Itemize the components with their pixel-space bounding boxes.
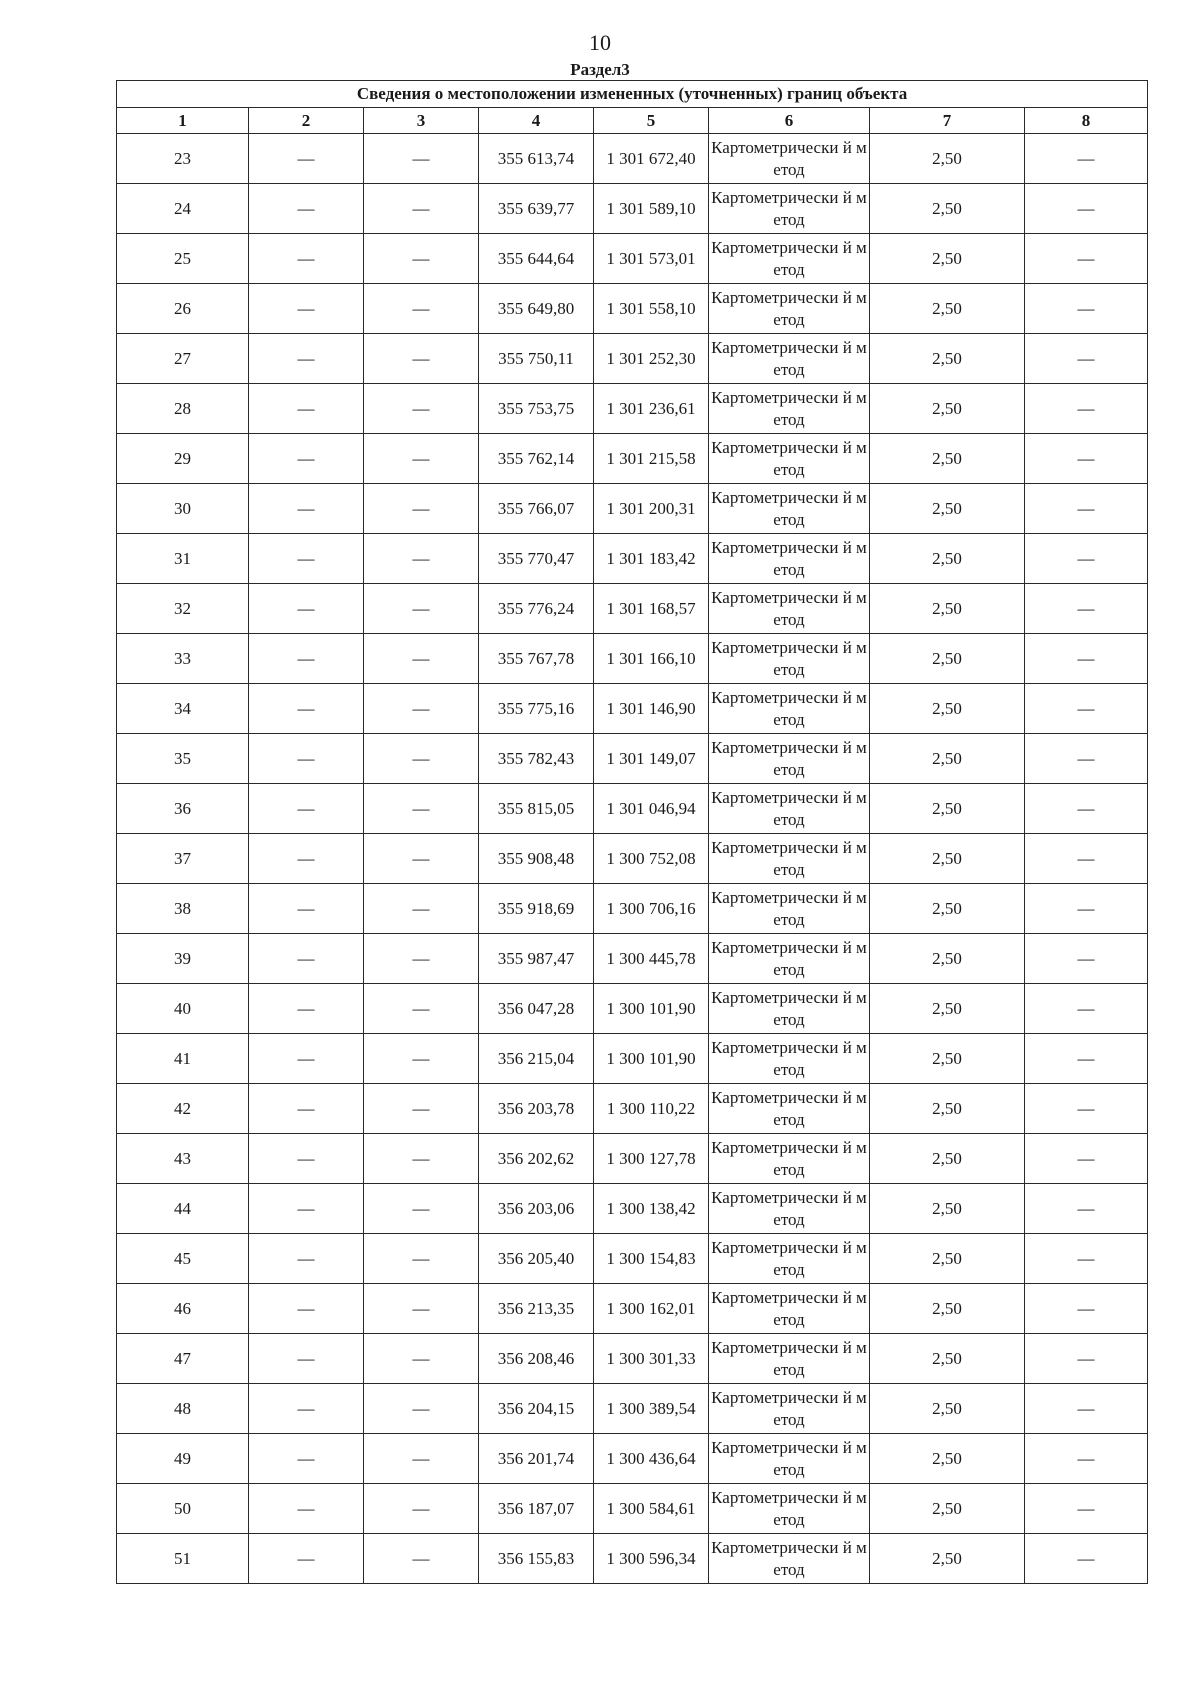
col-8-value-cell: —: [1025, 734, 1148, 784]
method-cell: Картометрически й метод: [709, 1434, 870, 1484]
method-cell: Картометрически й метод: [709, 284, 870, 334]
x-coordinate-cell: 356 202,62: [479, 1134, 594, 1184]
method-cell: Картометрически й метод: [709, 1234, 870, 1284]
precision-cell: 2,50: [870, 234, 1025, 284]
col-3-value-cell: —: [364, 1434, 479, 1484]
point-number-cell: 29: [117, 434, 249, 484]
point-number-cell: 43: [117, 1134, 249, 1184]
col-8-value-cell: —: [1025, 1184, 1148, 1234]
col-8-value-cell: —: [1025, 384, 1148, 434]
x-coordinate-cell: 356 201,74: [479, 1434, 594, 1484]
section-title: Раздел3: [570, 60, 630, 79]
col-3-value-cell: —: [364, 1284, 479, 1334]
table-row: [117, 434, 1148, 484]
col-3-value-cell: —: [364, 1234, 479, 1284]
col-2-value-cell: —: [249, 784, 364, 834]
x-coordinate-cell: 356 204,15: [479, 1384, 594, 1434]
precision-cell: 2,50: [870, 584, 1025, 634]
method-cell: Картометрически й метод: [709, 1484, 870, 1534]
x-coordinate-cell: 355 918,69: [479, 884, 594, 934]
table-row: [117, 1534, 1148, 1584]
method-cell: Картометрически й метод: [709, 984, 870, 1034]
table-row: [117, 1084, 1148, 1134]
point-number-cell: 47: [117, 1334, 249, 1384]
col-8-value-cell: —: [1025, 1434, 1148, 1484]
table-row: [117, 134, 1148, 184]
precision-cell: 2,50: [870, 384, 1025, 434]
point-number-cell: 36: [117, 784, 249, 834]
col-8-value-cell: —: [1025, 434, 1148, 484]
col-2-value-cell: —: [249, 134, 364, 184]
col-3-value-cell: —: [364, 934, 479, 984]
col-3-value-cell: —: [364, 484, 479, 534]
precision-cell: 2,50: [870, 684, 1025, 734]
table-row: [117, 934, 1148, 984]
method-cell: Картометрически й метод: [709, 384, 870, 434]
col-3-value-cell: —: [364, 234, 479, 284]
x-coordinate-cell: 356 205,40: [479, 1234, 594, 1284]
y-coordinate-cell: 1 301 168,57: [594, 584, 709, 634]
col-2-value-cell: —: [249, 1234, 364, 1284]
table-row: [117, 234, 1148, 284]
col-3-value-cell: —: [364, 1334, 479, 1384]
precision-cell: 2,50: [870, 1084, 1025, 1134]
col-2-value-cell: —: [249, 1034, 364, 1084]
col-2-value-cell: —: [249, 484, 364, 534]
point-number-cell: 24: [117, 184, 249, 234]
point-number-cell: 51: [117, 1534, 249, 1584]
x-coordinate-cell: 355 908,48: [479, 834, 594, 884]
col-3-value-cell: —: [364, 184, 479, 234]
y-coordinate-cell: 1 301 166,10: [594, 634, 709, 684]
x-coordinate-cell: 355 644,64: [479, 234, 594, 284]
col-8-value-cell: —: [1025, 584, 1148, 634]
col-8-value-cell: —: [1025, 534, 1148, 584]
col-3-value-cell: —: [364, 634, 479, 684]
precision-cell: 2,50: [870, 1184, 1025, 1234]
y-coordinate-cell: 1 301 573,01: [594, 234, 709, 284]
col-8-value-cell: —: [1025, 934, 1148, 984]
method-cell: Картометрически й метод: [709, 834, 870, 884]
table-row: [117, 1484, 1148, 1534]
col-3-value-cell: —: [364, 1384, 479, 1434]
col-3-value-cell: —: [364, 284, 479, 334]
point-number-cell: 38: [117, 884, 249, 934]
col-8-value-cell: —: [1025, 234, 1148, 284]
table-row: [117, 584, 1148, 634]
point-number-cell: 26: [117, 284, 249, 334]
column-header-3: 3: [364, 108, 479, 134]
col-8-value-cell: —: [1025, 834, 1148, 884]
method-cell: Картометрически й метод: [709, 1284, 870, 1334]
col-2-value-cell: —: [249, 1134, 364, 1184]
x-coordinate-cell: 355 815,05: [479, 784, 594, 834]
method-cell: Картометрически й метод: [709, 1384, 870, 1434]
col-2-value-cell: —: [249, 884, 364, 934]
page-number: 10: [589, 30, 611, 55]
y-coordinate-cell: 1 300 110,22: [594, 1084, 709, 1134]
y-coordinate-cell: 1 300 445,78: [594, 934, 709, 984]
method-cell: Картометрически й метод: [709, 684, 870, 734]
table-row: [117, 734, 1148, 784]
y-coordinate-cell: 1 300 706,16: [594, 884, 709, 934]
col-3-value-cell: —: [364, 384, 479, 434]
table-row: [117, 834, 1148, 884]
table-row: [117, 1434, 1148, 1484]
col-8-value-cell: —: [1025, 184, 1148, 234]
point-number-cell: 31: [117, 534, 249, 584]
y-coordinate-cell: 1 300 301,33: [594, 1334, 709, 1384]
point-number-cell: 27: [117, 334, 249, 384]
col-2-value-cell: —: [249, 584, 364, 634]
method-cell: Картометрически й метод: [709, 1534, 870, 1584]
col-3-value-cell: —: [364, 1184, 479, 1234]
point-number-cell: 25: [117, 234, 249, 284]
col-3-value-cell: —: [364, 334, 479, 384]
precision-cell: 2,50: [870, 734, 1025, 784]
col-2-value-cell: —: [249, 1184, 364, 1234]
col-8-value-cell: —: [1025, 1134, 1148, 1184]
point-number-cell: 37: [117, 834, 249, 884]
x-coordinate-cell: 356 215,04: [479, 1034, 594, 1084]
col-3-value-cell: —: [364, 1084, 479, 1134]
col-8-value-cell: —: [1025, 1234, 1148, 1284]
y-coordinate-cell: 1 301 252,30: [594, 334, 709, 384]
table-row: [117, 1384, 1148, 1434]
x-coordinate-cell: 356 203,78: [479, 1084, 594, 1134]
y-coordinate-cell: 1 300 389,54: [594, 1384, 709, 1434]
column-header-7: 7: [870, 108, 1025, 134]
point-number-cell: 44: [117, 1184, 249, 1234]
table-row: [117, 284, 1148, 334]
point-number-cell: 50: [117, 1484, 249, 1534]
x-coordinate-cell: 355 770,47: [479, 534, 594, 584]
y-coordinate-cell: 1 301 236,61: [594, 384, 709, 434]
method-cell: Картометрически й метод: [709, 484, 870, 534]
precision-cell: 2,50: [870, 1034, 1025, 1084]
method-cell: Картометрически й метод: [709, 184, 870, 234]
precision-cell: 2,50: [870, 834, 1025, 884]
col-2-value-cell: —: [249, 1434, 364, 1484]
method-cell: Картометрически й метод: [709, 934, 870, 984]
column-header-6: 6: [709, 108, 870, 134]
x-coordinate-cell: 356 187,07: [479, 1484, 594, 1534]
table-body: [117, 134, 1148, 1584]
col-8-value-cell: —: [1025, 1284, 1148, 1334]
col-3-value-cell: —: [364, 134, 479, 184]
col-8-value-cell: —: [1025, 1334, 1148, 1384]
column-header-5: 5: [594, 108, 709, 134]
precision-cell: 2,50: [870, 634, 1025, 684]
y-coordinate-cell: 1 301 215,58: [594, 434, 709, 484]
x-coordinate-cell: 355 753,75: [479, 384, 594, 434]
col-8-value-cell: —: [1025, 1084, 1148, 1134]
y-coordinate-cell: 1 300 101,90: [594, 984, 709, 1034]
col-2-value-cell: —: [249, 934, 364, 984]
column-header-2: 2: [249, 108, 364, 134]
col-8-value-cell: —: [1025, 984, 1148, 1034]
precision-cell: 2,50: [870, 134, 1025, 184]
y-coordinate-cell: 1 300 436,64: [594, 1434, 709, 1484]
table-row: [117, 634, 1148, 684]
y-coordinate-cell: 1 300 127,78: [594, 1134, 709, 1184]
col-3-value-cell: —: [364, 584, 479, 634]
point-number-cell: 30: [117, 484, 249, 534]
x-coordinate-cell: 355 649,80: [479, 284, 594, 334]
x-coordinate-cell: 355 776,24: [479, 584, 594, 634]
col-2-value-cell: —: [249, 434, 364, 484]
precision-cell: 2,50: [870, 1234, 1025, 1284]
column-header-8: 8: [1025, 108, 1148, 134]
table-row: [117, 1234, 1148, 1284]
column-number-row: [117, 108, 1148, 134]
col-3-value-cell: —: [364, 434, 479, 484]
x-coordinate-cell: 356 203,06: [479, 1184, 594, 1234]
y-coordinate-cell: 1 300 596,34: [594, 1534, 709, 1584]
method-cell: Картометрически й метод: [709, 1084, 870, 1134]
precision-cell: 2,50: [870, 1334, 1025, 1384]
y-coordinate-cell: 1 301 672,40: [594, 134, 709, 184]
col-2-value-cell: —: [249, 334, 364, 384]
col-3-value-cell: —: [364, 1484, 479, 1534]
col-8-value-cell: —: [1025, 284, 1148, 334]
point-number-cell: 48: [117, 1384, 249, 1434]
table-row: [117, 1034, 1148, 1084]
precision-cell: 2,50: [870, 334, 1025, 384]
table-row: [117, 784, 1148, 834]
col-2-value-cell: —: [249, 1384, 364, 1434]
col-2-value-cell: —: [249, 984, 364, 1034]
method-cell: Картометрически й метод: [709, 734, 870, 784]
point-number-cell: 35: [117, 734, 249, 784]
col-2-value-cell: —: [249, 684, 364, 734]
y-coordinate-cell: 1 301 558,10: [594, 284, 709, 334]
precision-cell: 2,50: [870, 534, 1025, 584]
table-row: [117, 484, 1148, 534]
point-number-cell: 32: [117, 584, 249, 634]
col-2-value-cell: —: [249, 234, 364, 284]
method-cell: Картометрически й метод: [709, 884, 870, 934]
col-3-value-cell: —: [364, 734, 479, 784]
table-row: [117, 384, 1148, 434]
precision-cell: 2,50: [870, 1384, 1025, 1434]
col-8-value-cell: —: [1025, 134, 1148, 184]
method-cell: Картометрически й метод: [709, 1184, 870, 1234]
table-row: [117, 684, 1148, 734]
x-coordinate-cell: 355 775,16: [479, 684, 594, 734]
table-row: [117, 984, 1148, 1034]
table-row: [117, 884, 1148, 934]
col-8-value-cell: —: [1025, 1034, 1148, 1084]
precision-cell: 2,50: [870, 884, 1025, 934]
method-cell: Картометрически й метод: [709, 334, 870, 384]
col-2-value-cell: —: [249, 1484, 364, 1534]
col-2-value-cell: —: [249, 1334, 364, 1384]
col-2-value-cell: —: [249, 384, 364, 434]
y-coordinate-cell: 1 300 138,42: [594, 1184, 709, 1234]
col-2-value-cell: —: [249, 634, 364, 684]
col-3-value-cell: —: [364, 1134, 479, 1184]
y-coordinate-cell: 1 300 154,83: [594, 1234, 709, 1284]
y-coordinate-cell: 1 300 752,08: [594, 834, 709, 884]
x-coordinate-cell: 355 750,11: [479, 334, 594, 384]
precision-cell: 2,50: [870, 984, 1025, 1034]
x-coordinate-cell: 355 639,77: [479, 184, 594, 234]
x-coordinate-cell: 355 767,78: [479, 634, 594, 684]
point-number-cell: 40: [117, 984, 249, 1034]
x-coordinate-cell: 355 766,07: [479, 484, 594, 534]
y-coordinate-cell: 1 301 146,90: [594, 684, 709, 734]
x-coordinate-cell: 355 987,47: [479, 934, 594, 984]
precision-cell: 2,50: [870, 934, 1025, 984]
x-coordinate-cell: 356 208,46: [479, 1334, 594, 1384]
col-8-value-cell: —: [1025, 334, 1148, 384]
table-caption: Сведения о местоположении измененных (уточненных) границ объекта: [117, 81, 1148, 108]
col-8-value-cell: —: [1025, 634, 1148, 684]
method-cell: Картометрически й метод: [709, 434, 870, 484]
point-number-cell: 34: [117, 684, 249, 734]
y-coordinate-cell: 1 301 183,42: [594, 534, 709, 584]
table-row: [117, 1184, 1148, 1234]
col-8-value-cell: —: [1025, 1534, 1148, 1584]
col-8-value-cell: —: [1025, 884, 1148, 934]
y-coordinate-cell: 1 301 200,31: [594, 484, 709, 534]
col-3-value-cell: —: [364, 1034, 479, 1084]
table-row: [117, 1134, 1148, 1184]
x-coordinate-cell: 356 155,83: [479, 1534, 594, 1584]
col-8-value-cell: —: [1025, 1484, 1148, 1534]
x-coordinate-cell: 356 047,28: [479, 984, 594, 1034]
col-2-value-cell: —: [249, 1284, 364, 1334]
x-coordinate-cell: 356 213,35: [479, 1284, 594, 1334]
col-2-value-cell: —: [249, 284, 364, 334]
y-coordinate-cell: 1 300 584,61: [594, 1484, 709, 1534]
x-coordinate-cell: 355 782,43: [479, 734, 594, 784]
col-8-value-cell: —: [1025, 684, 1148, 734]
boundary-coordinates-table: [116, 80, 1148, 1584]
col-8-value-cell: —: [1025, 484, 1148, 534]
col-3-value-cell: —: [364, 784, 479, 834]
point-number-cell: 42: [117, 1084, 249, 1134]
col-2-value-cell: —: [249, 734, 364, 784]
point-number-cell: 49: [117, 1434, 249, 1484]
col-8-value-cell: —: [1025, 1384, 1148, 1434]
point-number-cell: 46: [117, 1284, 249, 1334]
col-3-value-cell: —: [364, 834, 479, 884]
table-row: [117, 1334, 1148, 1384]
point-number-cell: 41: [117, 1034, 249, 1084]
precision-cell: 2,50: [870, 784, 1025, 834]
col-2-value-cell: —: [249, 1534, 364, 1584]
point-number-cell: 33: [117, 634, 249, 684]
table-row: [117, 534, 1148, 584]
col-3-value-cell: —: [364, 1534, 479, 1584]
precision-cell: 2,50: [870, 1484, 1025, 1534]
precision-cell: 2,50: [870, 284, 1025, 334]
table-row: [117, 334, 1148, 384]
table-row: [117, 1284, 1148, 1334]
col-2-value-cell: —: [249, 834, 364, 884]
precision-cell: 2,50: [870, 1134, 1025, 1184]
col-2-value-cell: —: [249, 534, 364, 584]
method-cell: Картометрически й метод: [709, 784, 870, 834]
col-2-value-cell: —: [249, 184, 364, 234]
method-cell: Картометрически й метод: [709, 134, 870, 184]
y-coordinate-cell: 1 301 046,94: [594, 784, 709, 834]
col-2-value-cell: —: [249, 1084, 364, 1134]
point-number-cell: 45: [117, 1234, 249, 1284]
method-cell: Картометрически й метод: [709, 1134, 870, 1184]
x-coordinate-cell: 355 762,14: [479, 434, 594, 484]
precision-cell: 2,50: [870, 484, 1025, 534]
precision-cell: 2,50: [870, 1284, 1025, 1334]
y-coordinate-cell: 1 300 101,90: [594, 1034, 709, 1084]
precision-cell: 2,50: [870, 1434, 1025, 1484]
point-number-cell: 39: [117, 934, 249, 984]
y-coordinate-cell: 1 301 589,10: [594, 184, 709, 234]
precision-cell: 2,50: [870, 1534, 1025, 1584]
x-coordinate-cell: 355 613,74: [479, 134, 594, 184]
method-cell: Картометрически й метод: [709, 234, 870, 284]
column-header-1: 1: [117, 108, 249, 134]
point-number-cell: 23: [117, 134, 249, 184]
method-cell: Картометрически й метод: [709, 534, 870, 584]
col-3-value-cell: —: [364, 884, 479, 934]
column-header-4: 4: [479, 108, 594, 134]
table-row: [117, 184, 1148, 234]
col-3-value-cell: —: [364, 684, 479, 734]
precision-cell: 2,50: [870, 434, 1025, 484]
col-3-value-cell: —: [364, 534, 479, 584]
method-cell: Картометрически й метод: [709, 1334, 870, 1384]
y-coordinate-cell: 1 300 162,01: [594, 1284, 709, 1334]
col-3-value-cell: —: [364, 984, 479, 1034]
method-cell: Картометрически й метод: [709, 1034, 870, 1084]
method-cell: Картометрически й метод: [709, 634, 870, 684]
col-8-value-cell: —: [1025, 784, 1148, 834]
method-cell: Картометрически й метод: [709, 584, 870, 634]
point-number-cell: 28: [117, 384, 249, 434]
y-coordinate-cell: 1 301 149,07: [594, 734, 709, 784]
precision-cell: 2,50: [870, 184, 1025, 234]
